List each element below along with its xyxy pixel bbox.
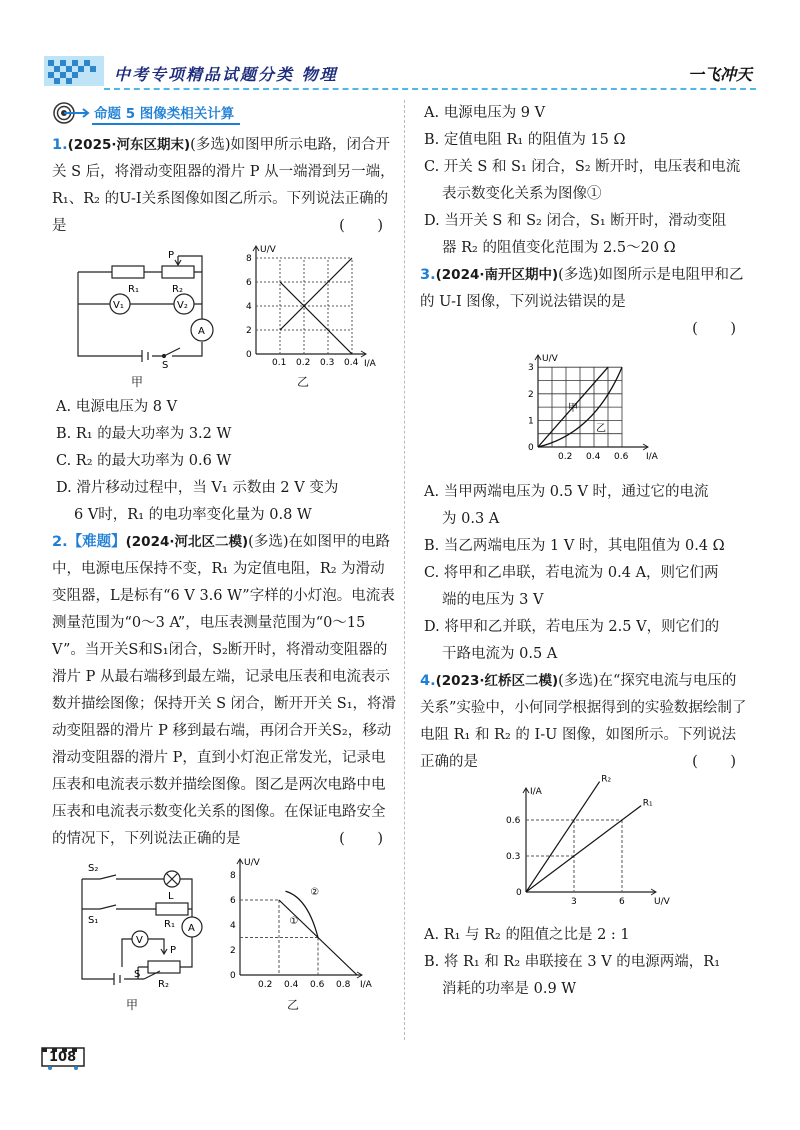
q2-fig-left-caption: 甲 (125, 998, 138, 1012)
q2-ytick-8: 8 (230, 871, 236, 881)
q1-ytick-0: 0 (246, 350, 252, 360)
q1-xtick-3: 0.4 (344, 358, 359, 368)
q4-r2-label: R₂ (601, 774, 612, 785)
q1-fig-right-caption: 乙 (296, 375, 309, 389)
header-divider (104, 88, 756, 90)
q1-a-label: A (198, 326, 205, 337)
q1-option-c: C. R₂ 的最大功率为 0.6 W (56, 453, 232, 469)
right-column (420, 100, 750, 1003)
q2-ytick-4: 4 (230, 921, 236, 931)
q4-r1-label: R₁ (642, 798, 653, 809)
q1-graph-figure (228, 244, 378, 390)
q4-number: 4. (420, 673, 436, 689)
target-icon (52, 101, 92, 125)
q2-source: (2024·河北区二模) (125, 534, 249, 550)
q4-option-a: A. R₁ 与 R₂ 的阻值之比是 2 : 1 (424, 927, 630, 943)
q1-line-r1 (280, 258, 352, 330)
header-title: 中考专项精品试题分类 物理 (114, 65, 338, 84)
q1-option-b: B. R₁ 的最大功率为 3.2 W (56, 426, 232, 442)
question-3 (420, 262, 750, 668)
q2-option-d: D. 当开关 S 和 S₂ 闭合，S₁ 断开时，滑动变阻 (424, 213, 727, 229)
q1-number: 1. (52, 137, 68, 153)
q1-circuit-diagram (52, 244, 222, 369)
q2-xtick-0: 0.2 (258, 980, 273, 990)
q3-ytick-3: 3 (528, 363, 534, 374)
topic-heading (52, 100, 397, 126)
q3-option-d: D. 将甲和乙并联，若电压为 2.5 V，则它们的 (424, 619, 720, 635)
q4-option-b-cont: 消耗的功率是 0.9 W (442, 981, 577, 997)
q3-text: (多选)如图所示是电阻甲和乙的 U-I 图像，下列说法错误的是 (420, 267, 744, 310)
q3-option-a: A. 当甲两端电压为 0.5 V 时，通过它的电流 (424, 484, 709, 500)
q4-graph-figure (420, 774, 750, 916)
q2-difficulty-tag: 【难题】 (67, 534, 126, 550)
q1-ytick-4: 4 (246, 302, 252, 312)
q4-ytick-0: 0 (516, 888, 522, 898)
q2-v-label: V (136, 935, 143, 946)
q3-number: 3. (420, 267, 436, 283)
q3-stem (420, 262, 750, 316)
q1-option-d: D. 滑片移动过程中，当 V₁ 示数由 2 V 变为 (56, 480, 339, 496)
q2-a-label: A (188, 923, 195, 934)
q1-xtick-2: 0.3 (320, 358, 335, 368)
q2-xtick-2: 0.6 (310, 980, 325, 990)
q1-s-label: S (162, 360, 169, 371)
q2-stem (52, 529, 397, 853)
question-4 (420, 668, 750, 1003)
header-brand: 一飞冲天 (687, 65, 752, 84)
q4-text: (多选)在“探究电流与电压的关系”实验中，小何同学根据得到的实验数据绘制了电阻 R₁ 和 R₂ 的 I-U 图像，如图所示。下列说法正确的是 (420, 673, 747, 770)
q3-y-label: U/V (542, 354, 558, 364)
q4-line-r2 (526, 782, 600, 892)
q4-xtick-6: 6 (619, 897, 625, 907)
q1-ytick-6: 6 (246, 278, 252, 288)
q2-guides (240, 900, 318, 975)
checker-logo (44, 56, 104, 86)
q3-ytick-1: 1 (528, 416, 534, 427)
q3-jia-label: 甲 (568, 403, 578, 415)
q2-graph-figure (218, 857, 372, 1013)
q4-source: (2023·红桥区二模) (435, 673, 559, 689)
q3-yi-label: 乙 (596, 423, 606, 435)
q1-figures (52, 244, 397, 390)
q3-ui-graph (516, 349, 656, 469)
q2-ytick-6: 6 (230, 896, 236, 906)
q4-iu-graph (496, 774, 670, 912)
q2-answer-paren: ( ) (339, 831, 397, 847)
q2-curve-2 (286, 891, 319, 937)
q2-s-label: S (134, 969, 141, 980)
q3-ytick-2: 2 (528, 389, 534, 400)
q2-circuit-diagram (52, 857, 212, 992)
q2-ytick-2: 2 (230, 946, 236, 956)
q2-option-c: C. 开关 S 和 S₁ 闭合，S₂ 断开时，电压表和电流 (424, 159, 741, 175)
q1-answer-paren: ( ) (339, 218, 397, 234)
q1-option-d-cont: 6 V时，R₁ 的电功率变化量为 0.8 W (74, 507, 312, 523)
q3-xtick-2: 0.6 (614, 452, 629, 462)
q2-ui-graph (218, 857, 372, 992)
q1-xtick-0: 0.1 (272, 358, 287, 368)
q1-option-a: A. 电源电压为 8 V (56, 399, 178, 415)
q2-l-label: L (168, 891, 174, 902)
q4-x-label: U/V (654, 897, 670, 907)
q4-ytick-06: 0.6 (506, 816, 521, 826)
q1-ui-graph (228, 244, 378, 369)
q2-xtick-1: 0.4 (284, 980, 299, 990)
q3-answer-paren: ( ) (692, 321, 750, 337)
q2-fig-right-caption: 乙 (286, 998, 299, 1012)
q3-xtick-0: 0.2 (558, 452, 573, 462)
q1-v2-label: V₂ (177, 300, 188, 311)
q2-option-b: B. 定值电阻 R₁ 的阻值为 15 Ω (424, 132, 626, 148)
q3-option-b: B. 当乙两端电压为 1 V 时，其电阻值为 0.4 Ω (424, 538, 725, 554)
page-header (44, 52, 756, 92)
q1-ytick-8: 8 (246, 254, 252, 264)
q1-line-r2 (280, 282, 352, 354)
q4-stem (420, 668, 750, 776)
q1-y-label: U/V (260, 245, 276, 255)
question-2 (52, 529, 397, 1013)
q2-figures (52, 857, 397, 1013)
q2-s2-label: S₂ (88, 863, 99, 874)
q1-r1-label: R₁ (128, 284, 139, 295)
q1-x-label: I/A (364, 359, 376, 369)
q2-option-c-cont: 表示数变化关系为图像① (442, 186, 602, 202)
q2-x-label: I/A (360, 980, 372, 990)
q2-s1-label: S₁ (88, 915, 99, 926)
q2-r1-label: R₁ (164, 919, 175, 930)
q1-r2-label: R₂ (172, 284, 183, 295)
q3-option-c-cont: 端的电压为 3 V (442, 592, 544, 608)
page-number: 108 (49, 1050, 77, 1065)
q3-option-a-cont: 为 0.3 A (442, 511, 500, 527)
q3-graph-figure (420, 349, 750, 473)
q2-curve-1-label: ① (289, 915, 299, 927)
q3-x-label: I/A (646, 452, 658, 462)
q1-text: (多选)如图甲所示电路，闭合开关 S 后，将滑动变阻器的滑片 P 从一端滑到另一端，R₁、R₂ 的U-I关系图像如图乙所示。下列说法正确的是 (52, 137, 395, 234)
q3-source: (2024·南开区期中) (435, 267, 559, 283)
q3-option-d-cont: 干路电流为 0.5 A (442, 646, 558, 662)
q4-ytick-03: 0.3 (506, 852, 521, 862)
page-number-badge (40, 1046, 86, 1070)
q1-v1-label: V₁ (113, 300, 124, 311)
q2-curve-2-label: ② (310, 887, 320, 898)
q2-text: (多选)在如图甲的电路中，电源电压保持不变，R₁ 为定值电阻，R₂ 为滑动变阻器，L是标有“6 V 3.6 W”字样的小灯泡。电流表测量范围为“0～3 A”，电压表测量范围为“0～15 V”。当开关S和S₁闭合，S₂断开时，将滑动变阻器的滑片 P 从最右端移到最左端，记录电压表和电流表示数并描绘图像；保持开关 S 闭合，断开开关 S₁，将滑动变阻器的滑片 P 移到最右端，再闭合开关S₂，移动滑动变阻器的滑片 P，直到小灯泡正常发光，记录电压表和电流表示数并描绘图像。图乙是两次电路中电压表和电流表示数变化关系的图像。在保证电路安全的情况下，下列说法正确的是 (52, 534, 397, 847)
q1-circuit-figure (52, 244, 222, 390)
q1-p-label: P (168, 250, 175, 261)
q4-option-b: B. 将 R₁ 和 R₂ 串联接在 3 V 的电源两端，R₁ (424, 954, 721, 970)
column-divider (404, 100, 405, 1040)
q1-ytick-2: 2 (246, 326, 252, 336)
q2-p-label: P (170, 945, 177, 956)
q2-y-label: U/V (244, 858, 260, 868)
q4-y-label: I/A (530, 787, 542, 797)
q1-stem (52, 132, 397, 240)
q4-xtick-3: 3 (571, 897, 577, 907)
q3-option-c: C. 将甲和乙串联，若电流为 0.4 A，则它们两 (424, 565, 719, 581)
q1-source: (2025·河东区期末) (67, 137, 191, 153)
q1-xtick-1: 0.2 (296, 358, 311, 368)
left-column (52, 100, 397, 1017)
q3-answer-paren-line (420, 316, 750, 343)
q3-xtick-1: 0.4 (586, 452, 601, 462)
q4-line-r1 (526, 806, 641, 892)
question-1 (52, 132, 397, 529)
q2-ytick-0: 0 (230, 971, 236, 981)
topic-label: 命题 5 图像类相关计算 (92, 102, 240, 125)
q1-fig-left-caption: 甲 (130, 375, 143, 389)
q2-option-d-cont: 器 R₂ 的阻值变化范围为 2.5～20 Ω (442, 240, 676, 256)
q2-r2-label: R₂ (158, 979, 169, 990)
q3-ytick-0: 0 (528, 443, 534, 453)
q2-number: 2. (52, 534, 68, 550)
q4-answer-paren: ( ) (692, 754, 750, 770)
q2-circuit-figure (52, 857, 212, 1013)
q2-option-a: A. 电源电压为 9 V (424, 105, 546, 121)
q2-xtick-3: 0.8 (336, 980, 351, 990)
